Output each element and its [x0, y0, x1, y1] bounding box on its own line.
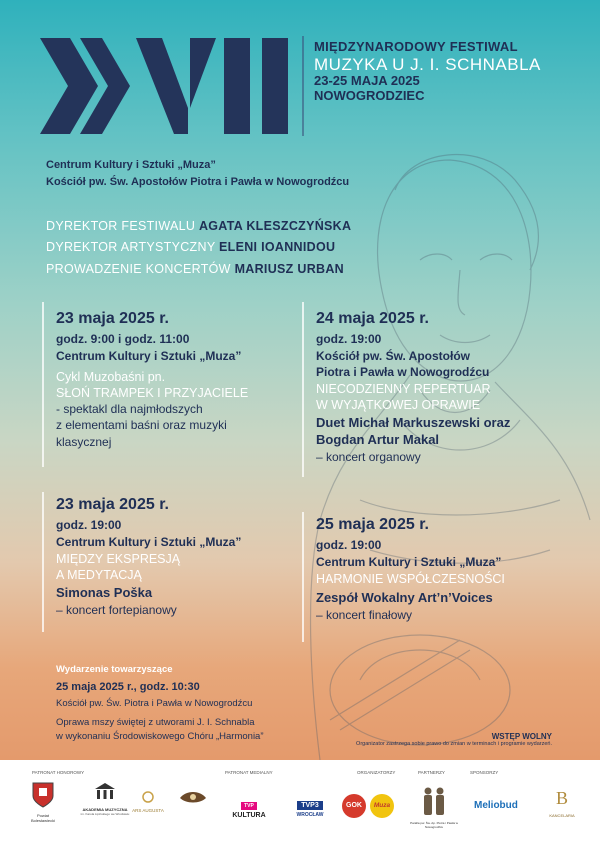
- tvp-badge-icon: TVP: [241, 802, 257, 810]
- event-description: – koncert organowy: [316, 450, 421, 465]
- crest-ornament-logo: [176, 788, 210, 811]
- event-venue: Kościół pw. Św. Apostołów: [316, 348, 471, 363]
- event-performer-line: Bogdan Artur Makal: [316, 432, 440, 448]
- free-entry-note: [356, 732, 552, 747]
- sponsor-group-honorary: PATRONAT HONOROWY: [32, 770, 85, 775]
- event-time: godz. 19:00: [56, 518, 122, 532]
- kancelaria-logo: B KANCELARIA: [549, 788, 575, 818]
- event-card-4: [316, 516, 566, 623]
- festival-dates: 23-25 MAJA 2025: [314, 73, 420, 89]
- parafia-logo: Parafia pw. Św. Ap. Piotra i Pawła w Nowogrodźcu: [410, 786, 458, 829]
- festival-location: NOWOGRODZIEC: [314, 88, 425, 104]
- event-card-2: [316, 310, 566, 465]
- event-date: 24 maja 2025 r.: [316, 310, 429, 327]
- event-title-line: Cykl Muzobaśni pn.: [56, 369, 166, 384]
- sponsors-strip: [0, 760, 600, 848]
- event-separator-line: [42, 302, 44, 467]
- event-venue: Piotra i Pawła w Nowogrodźcu: [316, 364, 490, 379]
- festival-title-block: [314, 40, 541, 104]
- event-title-line: NIECODZIENNY REPERTUAR: [316, 382, 491, 397]
- side-event-desc: w wykonaniu Środowiskowego Chóru „Harmonia”: [56, 730, 264, 742]
- event-description-line: - spektakl dla najmłodszych: [56, 402, 203, 417]
- credit-artistic-director: DYREKTOR ARTYSTYCZNY ELENI IOANNIDOU: [46, 240, 336, 255]
- sponsor-group-media: PATRONAT MEDIALNY: [225, 770, 273, 775]
- side-event-venue: Kościół pw. Św. Piotra i Pawła w Nowogrodźcu: [56, 698, 253, 709]
- academy-emblem-icon: [94, 782, 116, 802]
- akademia-logo: AKADEMIA MUZYCZNA im. Karola Lipińskiego we Wrocławiu: [80, 782, 130, 816]
- event-time: godz. 19:00: [316, 538, 382, 552]
- sponsor-group-organizers: ORGANIZATORZY: [357, 770, 396, 775]
- venue-muza: Centrum Kultury i Sztuki „Muza”: [46, 159, 216, 171]
- event-title-line: MIĘDZY EKSPRESJĄ: [56, 551, 181, 566]
- gok-logo: GOK: [342, 794, 366, 818]
- event-venue: Centrum Kultury i Sztuki „Muza”: [56, 348, 242, 363]
- event-date: 23 maja 2025 r.: [56, 310, 169, 327]
- credit-festival-director: DYREKTOR FESTIWALU AGATA KLESZCZYŃSKA: [46, 219, 352, 233]
- event-title: HARMONIE WSPÓŁCZESNOŚCI: [316, 571, 505, 586]
- festival-name: MUZYKA U J. I. SCHNABLA: [314, 54, 541, 74]
- crest-ornament-icon: [178, 788, 208, 806]
- event-time: godz. 19:00: [316, 332, 382, 346]
- event-separator-line: [42, 492, 44, 632]
- tvp3-logo: TVP3 WROCŁAW: [296, 802, 324, 818]
- event-venue: Centrum Kultury i Sztuki „Muza”: [316, 554, 502, 569]
- event-title-line: W WYJĄTKOWEJ OPRAWIE: [316, 397, 481, 412]
- side-event-title: Wydarzenie towarzyszące: [56, 664, 173, 675]
- event-performer: Simonas Poška: [56, 585, 153, 601]
- event-description: – koncert fortepianowy: [56, 603, 177, 618]
- event-separator-line: [302, 302, 304, 477]
- tvp-kultura-logo: TVP KULTURA: [232, 803, 266, 819]
- event-date: 25 maja 2025 r.: [316, 516, 429, 533]
- venue-church: Kościół pw. Św. Apostołów Piotra i Pawła w Nowogrodźcu: [46, 175, 350, 188]
- event-performer: Zespół Wokalny Art’n’Voices: [316, 589, 493, 605]
- event-description: – koncert finałowy: [316, 607, 413, 622]
- meliobud-logo: Meliobud: [474, 800, 518, 811]
- credits-list: [46, 216, 351, 280]
- event-time: godz. 9:00 i godz. 11:00: [56, 332, 190, 346]
- header-divider: [302, 36, 304, 136]
- event-description-line: z elementami baśni oraz muzyki: [56, 418, 227, 433]
- event-performer-line: Duet Michał Markuszewski oraz: [316, 415, 511, 431]
- ars-augusta-mark-icon: [139, 791, 157, 803]
- powiat-logo: Powiat Bolesławiecki: [28, 782, 58, 823]
- event-venue: Centrum Kultury i Sztuki „Muza”: [56, 534, 242, 549]
- apostles-figures-icon: [420, 786, 448, 816]
- organizer-disclaimer: Organizator zastrzega sobie prawo do zmian w terminach i programie wydarzeń.: [356, 741, 552, 747]
- event-title-line: SŁOŃ TRAMPEK I PRZYJACIELE: [56, 385, 249, 400]
- event-date: 23 maja 2025 r.: [56, 496, 169, 513]
- sponsor-group-sponsors: SPONSORZY: [470, 770, 499, 775]
- roman-numeral-logo: [40, 38, 290, 134]
- muza-logo: Muza: [370, 794, 394, 818]
- event-title-line: A MEDYTACJĄ: [56, 567, 142, 582]
- sponsor-group-partners: PARTNERZY: [418, 770, 445, 775]
- ars-augusta-logo: ARS AUGUSTA: [128, 790, 168, 813]
- kancelaria-monogram-icon: [551, 788, 573, 808]
- event-card-1: [56, 310, 296, 450]
- credit-host: PROWADZENIE KONCERTÓW MARIUSZ URBAN: [46, 261, 345, 276]
- festival-subtitle: MIĘDZYNARODOWY FESTIWAL: [314, 39, 518, 54]
- side-event-desc: Oprawa mszy świętej z utworami J. I. Schnabla: [56, 717, 255, 729]
- svg-text:B: B: [555, 788, 569, 808]
- side-event-date: 25 maja 2025 r., godz. 10:30: [56, 681, 200, 693]
- venues-list: [46, 157, 349, 190]
- event-card-3: [56, 496, 296, 618]
- event-separator-line: [302, 512, 304, 642]
- event-description-line: klasycznej: [56, 434, 112, 449]
- side-event-block: [56, 664, 264, 743]
- coat-of-arms-icon: [32, 782, 54, 808]
- free-entry-label: WSTĘP WOLNY: [491, 732, 552, 741]
